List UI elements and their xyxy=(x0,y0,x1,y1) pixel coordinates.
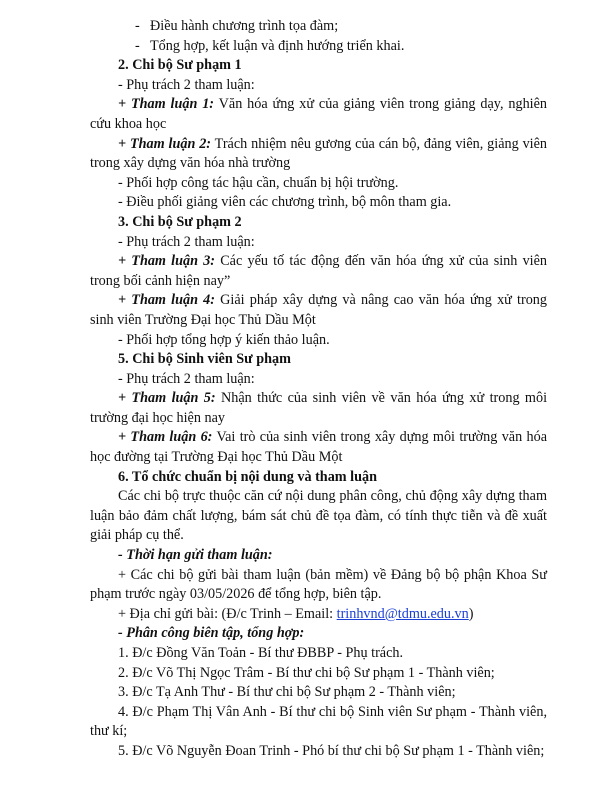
paper-item xyxy=(90,95,547,134)
paper-item xyxy=(90,389,547,428)
paper-label: + Tham luận 1: xyxy=(118,96,215,113)
intro-item-text: Điều hành chương trình tọa đàm; xyxy=(150,18,339,34)
paper-text: Vai trò của sinh viên trong xây dựng môi trường văn hóa học đường tại Trường Đại học Thủ Dầu Một xyxy=(90,429,547,466)
editor-item: 1. Đ/c Đồng Văn Toản - Bí thư ĐBBP - Phụ trách. xyxy=(118,645,404,661)
address-suffix: ) xyxy=(468,605,474,622)
address-prefix: + Địa chỉ gửi bài: (Đ/c Trinh – Email: xyxy=(118,605,337,622)
address-line xyxy=(90,605,547,625)
intro-item-text: Tổng hợp, kết luận và định hướng triển khai. xyxy=(150,37,405,54)
paper-text: Văn hóa ứng xử của giảng viên trong giảng dạy, nghiên cứu khoa học xyxy=(90,96,547,132)
paper-label: + Tham luận 5: xyxy=(118,390,216,407)
section-heading: 6. Tổ chức chuẩn bị nội dung và tham luận xyxy=(118,468,377,485)
task-line: - Điều phối giảng viên các chương trình, bộ môn tham gia. xyxy=(118,194,452,211)
editor-item: 4. Đ/c Phạm Thị Vân Anh - Bí thư chi bộ Sinh viên Sư phạm - Thành viên, thư kí; xyxy=(90,703,547,740)
paper-text: Trách nhiệm nêu gương của cán bộ, đảng viên, giảng viên trong xây dựng văn hóa nhà trường xyxy=(90,135,547,172)
paper-item xyxy=(90,252,547,291)
paper-text: Giải pháp xây dựng và nâng cao văn hóa ứng xử trong sinh viên Trường Đại học Thủ Dầu Một xyxy=(90,292,547,328)
editor-item: 5. Đ/c Võ Nguyễn Đoan Trinh - Phó bí thư chi bộ Sư phạm 1 - Thành viên; xyxy=(118,742,545,759)
document-body xyxy=(90,17,547,762)
email-link[interactable]: trinhvnd@tdmu.edu.vn xyxy=(336,605,469,622)
charge-line: - Phụ trách 2 tham luận: xyxy=(118,76,255,93)
task-line: - Phối hợp công tác hậu cần, chuẩn bị hội trường. xyxy=(118,174,399,191)
paper-item xyxy=(90,135,547,174)
editor-item: 2. Đ/c Võ Thị Ngọc Trâm - Bí thư chi bộ Sư phạm 1 - Thành viên; xyxy=(118,664,495,681)
paper-label: + Tham luận 6: xyxy=(118,429,213,446)
intro-item: - Tổng hợp, kết luận và định hướng triển khai. xyxy=(90,37,547,57)
paper-label: + Tham luận 3: xyxy=(118,253,216,270)
paper-text: Các yếu tố tác động đến văn hóa ứng xử của sinh viên trong bối cảnh hiện nay” xyxy=(90,253,547,289)
paper-label: + Tham luận 4: xyxy=(118,292,215,309)
section-paragraph: Các chi bộ trực thuộc căn cứ nội dung phân công, chủ động xây dựng tham luận bảo đảm chất lượng, bám sát chủ đề tọa đàm, có tính thực tiễn và đề xuất giải pháp cụ thể. xyxy=(90,488,547,544)
section-heading: 5. Chi bộ Sinh viên Sư phạm xyxy=(118,351,291,368)
editors-heading: - Phân công biên tập, tổng hợp: xyxy=(118,625,305,642)
charge-line: - Phụ trách 2 tham luận: xyxy=(118,233,255,250)
section-heading: 3. Chi bộ Sư phạm 2 xyxy=(118,213,242,230)
paper-item xyxy=(90,428,547,467)
paper-text: Nhận thức của sinh viên về văn hóa ứng xử trong môi trường đại học hiện nay xyxy=(90,390,548,426)
deadline-heading: - Thời hạn gửi tham luận: xyxy=(118,547,273,564)
paper-item xyxy=(90,291,547,330)
section-heading: 2. Chi bộ Sư phạm 1 xyxy=(118,57,242,74)
paper-label: + Tham luận 2: xyxy=(118,135,212,152)
editor-item: 3. Đ/c Tạ Anh Thư - Bí thư chi bộ Sư phạm 2 - Thành viên; xyxy=(118,684,456,701)
intro-item: - Điều hành chương trình tọa đàm; xyxy=(90,17,547,37)
task-line: - Phối hợp tổng hợp ý kiến thảo luận. xyxy=(118,331,330,348)
charge-line: - Phụ trách 2 tham luận: xyxy=(118,370,255,387)
deadline-text: + Các chi bộ gửi bài tham luận (bản mềm) về Đảng bộ bộ phận Khoa Sư phạm trước ngày 03/05/2026 để tổng hợp, biên tập. xyxy=(90,566,547,603)
